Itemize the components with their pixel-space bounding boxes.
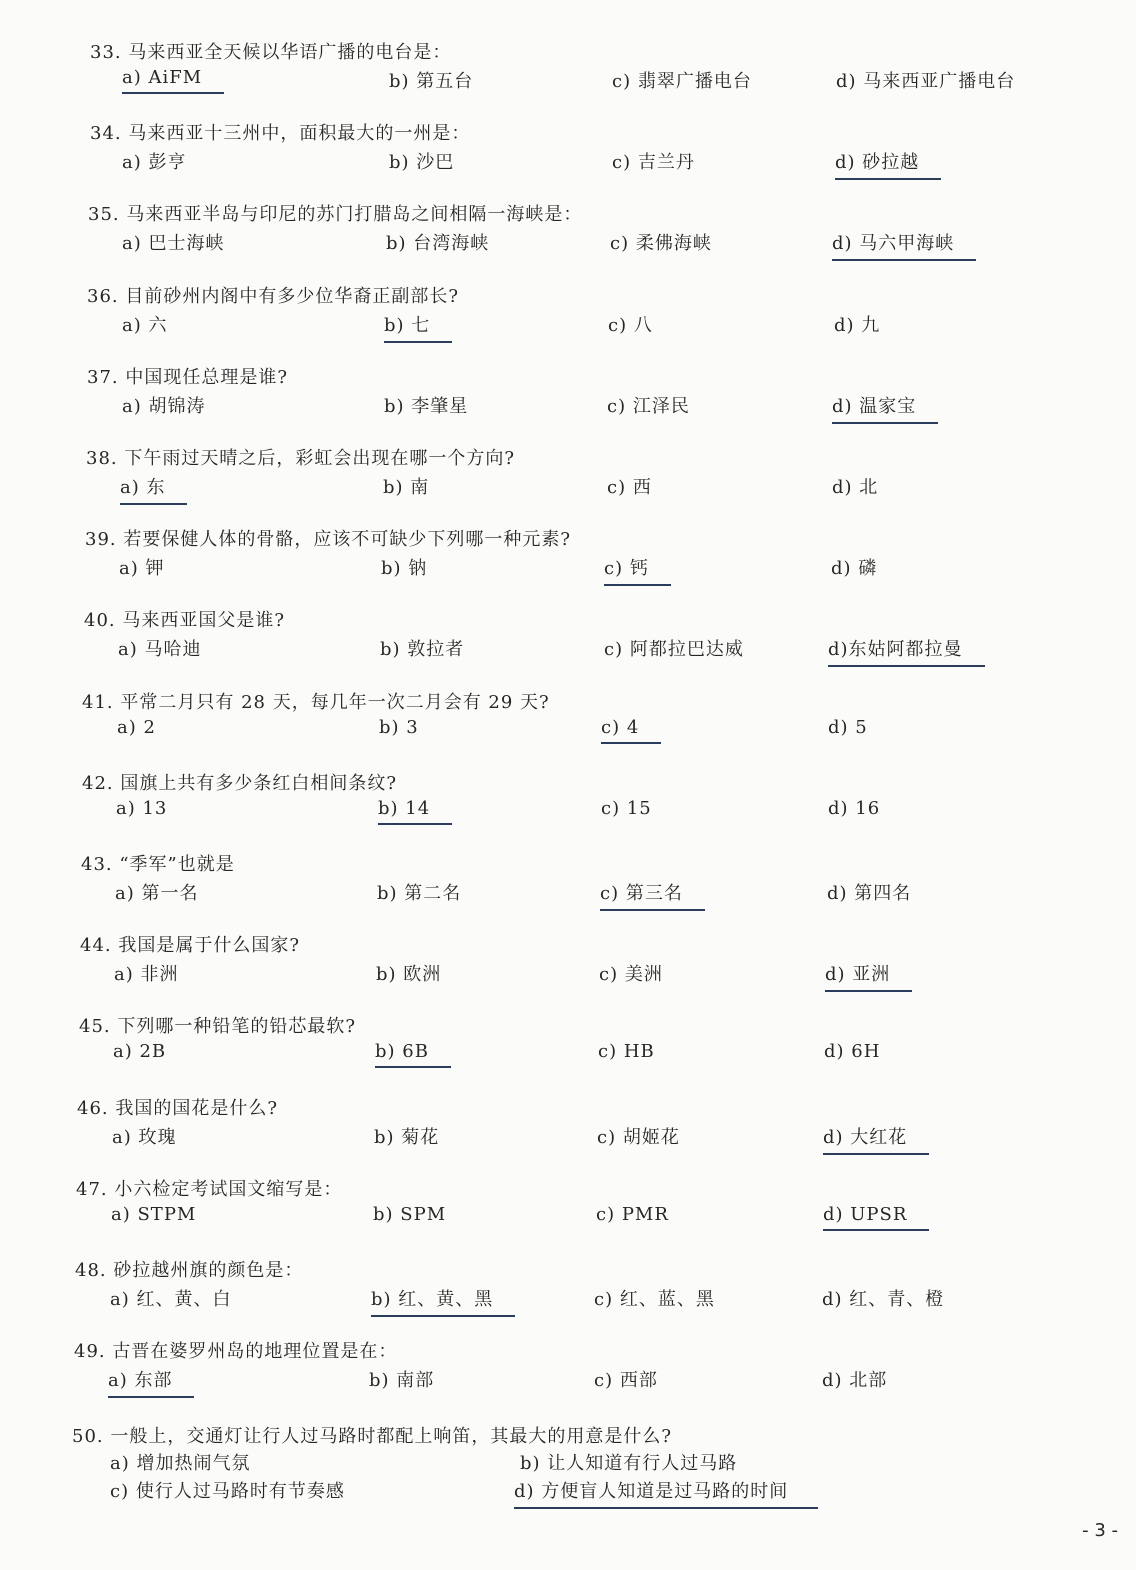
option-b: b) 敦拉者 (380, 639, 465, 660)
option-d: d) 马来西亚广播电台 (836, 71, 1016, 92)
option-d: d) 方便盲人知道是过马路的时间 (514, 1477, 818, 1509)
option-c: c) 八 (608, 315, 653, 336)
question-41 (0, 688, 1136, 768)
question-stem: 35. 马来西亚半岛与印尼的苏门打腊岛之间相隔一海峡是： (88, 204, 583, 225)
option-c: c) PMR (596, 1204, 669, 1225)
question-stem: 33. 马来西亚全天候以华语广播的电台是： (90, 42, 452, 63)
question-stem: 40. 马来西亚国父是谁? (84, 610, 285, 631)
option-b: b) 3 (379, 717, 419, 738)
option-a: a) 2B (113, 1041, 167, 1062)
option-d: d) 马六甲海峡 (832, 229, 976, 261)
option-d: d) 九 (834, 315, 881, 336)
option-b: b) 菊花 (374, 1127, 440, 1148)
option-d: d) 红、青、橙 (822, 1289, 945, 1310)
question-39 (0, 525, 1136, 605)
option-c: c) HB (598, 1041, 655, 1062)
option-c: c) 西 (607, 477, 652, 498)
option-b: b) 李肇星 (384, 396, 469, 417)
option-a: a) 红、黄、白 (110, 1289, 232, 1310)
option-b: b) 6B (375, 1041, 451, 1068)
question-stem: 50. 一般上，交通灯让行人过马路时都配上响笛，其最大的用意是什么? (72, 1426, 672, 1447)
option-a: a) 胡锦涛 (122, 396, 206, 417)
option-d: d) 磷 (831, 558, 878, 579)
question-stem: 44. 我国是属于什么国家? (80, 935, 300, 956)
question-35 (0, 200, 1136, 280)
option-a: a) 钾 (119, 558, 165, 579)
question-49 (0, 1337, 1136, 1417)
option-c: c) 15 (601, 798, 652, 819)
option-d: d) 16 (828, 798, 881, 819)
question-stem: 36. 目前砂州内阁中有多少位华裔正副部长? (87, 286, 459, 307)
option-a: a) AiFM (122, 67, 224, 94)
option-b: b) 南 (383, 477, 430, 498)
option-c: c) 柔佛海峡 (610, 233, 712, 254)
option-b: b) 七 (384, 311, 452, 343)
option-c: c) 使行人过马路时有节奏感 (110, 1481, 345, 1502)
option-a: a) 彭亨 (122, 152, 187, 173)
option-c: c) 钙 (604, 554, 671, 586)
option-a: a) STPM (111, 1204, 197, 1225)
option-c: c) 第三名 (600, 879, 705, 911)
option-d: d) 北 (832, 477, 879, 498)
question-stem: 37. 中国现任总理是谁? (87, 367, 288, 388)
option-a: a) 巴士海峡 (122, 233, 225, 254)
option-b: b) 钠 (381, 558, 428, 579)
option-b: b) SPM (373, 1204, 447, 1225)
question-40 (0, 606, 1136, 686)
question-45 (0, 1012, 1136, 1092)
option-b: b) 14 (378, 798, 452, 825)
option-c: c) 江泽民 (607, 396, 690, 417)
option-a: a) 2 (117, 717, 156, 738)
question-38 (0, 444, 1136, 524)
question-37 (0, 363, 1136, 443)
question-36 (0, 282, 1136, 362)
question-48 (0, 1256, 1136, 1336)
question-33 (0, 38, 1136, 118)
page-number: - 3 - (1082, 1520, 1118, 1541)
question-stem: 38. 下午雨过天晴之后，彩虹会出现在哪一个方向? (86, 448, 515, 469)
option-b: b) 欧洲 (376, 964, 442, 985)
option-a: a) 13 (116, 798, 168, 819)
question-42 (0, 769, 1136, 849)
option-a: a) 增加热闹气氛 (110, 1453, 251, 1474)
option-d: d) 亚洲 (825, 960, 912, 992)
question-stem: 42. 国旗上共有多少条红白相间条纹? (82, 773, 397, 794)
option-a: a) 东部 (108, 1366, 194, 1398)
option-d: d)东姑阿都拉曼 (828, 635, 985, 667)
option-b: b) 台湾海峡 (386, 233, 490, 254)
question-stem: 46. 我国的国花是什么? (77, 1098, 278, 1119)
option-c: c) 西部 (594, 1370, 658, 1391)
question-50 (0, 1422, 1136, 1512)
option-c: c) 胡姬花 (597, 1127, 680, 1148)
option-c: c) 翡翠广播电台 (612, 71, 752, 92)
option-c: c) 美洲 (599, 964, 663, 985)
question-stem: 47. 小六检定考试国文缩写是： (76, 1179, 343, 1200)
question-34 (0, 119, 1136, 199)
question-44 (0, 931, 1136, 1011)
option-d: d) 5 (828, 717, 868, 738)
option-b: b) 第二名 (377, 883, 462, 904)
question-stem: 41. 平常二月只有 28 天，每几年一次二月会有 29 天? (82, 692, 550, 713)
option-a: a) 非洲 (114, 964, 179, 985)
option-d: d) 温家宝 (832, 392, 938, 424)
option-c: c) 红、蓝、黑 (594, 1289, 715, 1310)
option-a: a) 马哈迪 (118, 639, 202, 660)
question-stem: 43. “季军”也就是 (81, 854, 235, 875)
option-a: a) 六 (122, 315, 168, 336)
question-stem: 49. 古晋在婆罗州岛的地理位置是在： (74, 1341, 398, 1362)
option-d: d) 第四名 (827, 883, 912, 904)
option-b: b) 南部 (369, 1370, 435, 1391)
option-d: d) 砂拉越 (835, 148, 941, 180)
option-b: b) 让人知道有行人过马路 (520, 1453, 738, 1474)
option-b: b) 红、黄、黑 (371, 1285, 515, 1317)
question-stem: 39. 若要保健人体的骨骼，应该不可缺少下列哪一种元素? (85, 529, 571, 550)
option-c: c) 吉兰丹 (612, 152, 695, 173)
option-d: d) 大红花 (823, 1123, 929, 1155)
option-a: a) 东 (120, 473, 187, 505)
option-d: d) 北部 (822, 1370, 888, 1391)
option-c: c) 阿都拉巴达威 (604, 639, 744, 660)
option-c: c) 4 (601, 717, 661, 744)
option-b: b) 第五台 (389, 71, 474, 92)
option-b: b) 沙巴 (389, 152, 455, 173)
question-stem: 45. 下列哪一种铅笔的铅芯最软? (79, 1016, 356, 1037)
option-d: d) 6H (824, 1041, 881, 1062)
option-a: a) 玫瑰 (112, 1127, 177, 1148)
question-46 (0, 1094, 1136, 1174)
question-47 (0, 1175, 1136, 1255)
question-43 (0, 850, 1136, 930)
option-d: d) UPSR (823, 1204, 929, 1231)
question-stem: 34. 马来西亚十三州中，面积最大的一州是： (90, 123, 471, 144)
option-a: a) 第一名 (115, 883, 199, 904)
question-stem: 48. 砂拉越州旗的颜色是： (75, 1260, 304, 1281)
